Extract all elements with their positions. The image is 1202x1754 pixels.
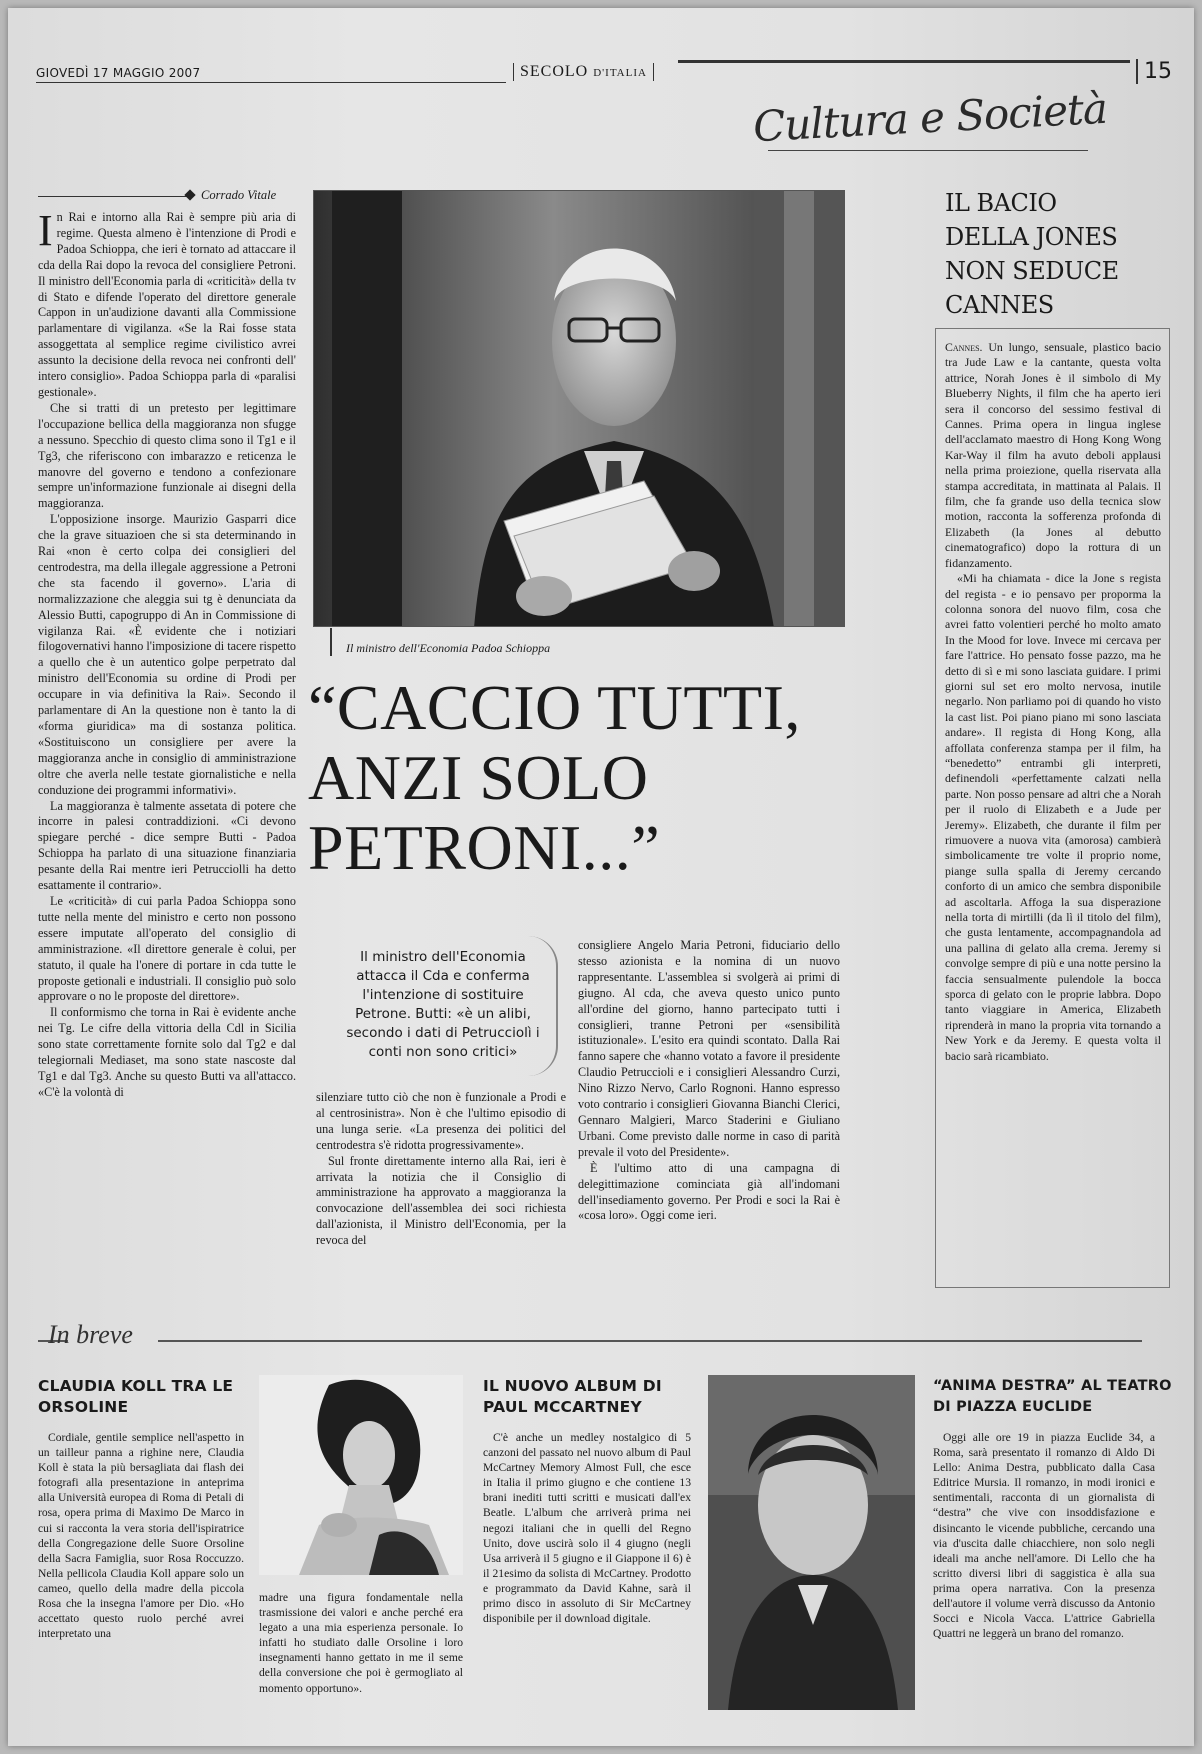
masthead-rule-left (36, 82, 506, 83)
brief-paragraph: C'è anche un medley nostalgico di 5 canzoni del passato nel nuovo album di Paul McCartney Memory Almost Full, che esce in Italia il primo giugno e che contiene 13 brani inediti tutti scritti e musicati dall'ex Beatle. L'album che arriverà prima nei negozi italiani che in quelli del Regno Unito, dove uscirà solo il 4 giugno (negli Usa arriverà il 5 giugno e il Giappone il 6) è il 21esimo da solista di McCartney. Prodotto e programmato da David Kahne, sarà il primo disco in assoluto di Sir McCartney disponibile per il download digitale. (483, 1431, 691, 1626)
newspaper-name (513, 63, 654, 81)
brief-text-koll (38, 1430, 244, 1730)
brief-title-koll: CLAUDIA KOLL TRA LE ORSOLINE (38, 1377, 234, 1416)
paragraph-text: n Rai e intorno alla Rai è sempre più aria di regime. Questa almeno è l'intenzione di Prodi e Padoa Schioppa, che ieri è tornato ad attaccare il cda della Rai dopo la revoca del consigliere Petroni. Il ministro dell'Economia parla di «criticità» della tv di Stato e difende l'operato del direttore generale Cappon in un'audizione davanti alla Commissione parlamentare di vigilanza. «Se la Rai fosse stata assoggettata al semplice regime civilistico avrei assunto la decisione della revoca nei confronti dell' intero consiglio». Padoa Schioppa parla di «paralisi gestionale». (38, 210, 296, 399)
breve-rule (158, 1340, 1142, 1342)
article-paragraph: È l'ultimo atto di una campagna di delegittimazione cominciata già all'indomani dell'insediamento governo. Per Prodi e soci la Rai è «cosa loro». Oggi come ieri. (578, 1160, 840, 1223)
paragraph-text: Un lungo, sensuale, plastico bacio tra Jude Law e la cantante, questa volta attrice, Norah Jones è il simbolo di My Blueberry Nights, il film che ha aperto ieri sera il concorso del sessimo festival di Cannes. Prima opera in lingua inglese dell'acclamato maestro di Hong Kong Wong Kar-Way il film ha avuto deboli applausi nella prima proiezione, quella riservata alla stampa accreditata, in mattinata al Palais. Il film, che fa grande uso della tecnica slow motion, racconta la sofferenza profonda di Elizabeth (la Jones al debutto cinematografico) dopo la rottura di un fidanzamento. (945, 340, 1161, 570)
caption-rule (330, 628, 332, 656)
article-paragraph: La maggioranza è talmente assetata di potere che incorre in palesi contraddizioni. «Ci devono spiegare perché - dice sempre Butti - Padoa Schioppa ha parlato di una situazione finanziaria pesante della Rai mentre ieri Petrucciolli ha detto esattamente il contrario». (38, 798, 296, 893)
article-paragraph: L'opposizione insorge. Maurizio Gasparri dice che la grave situazioen che si sta determinando in Rai «non è certo colpa dei consiglieri del centrodestra, ma della illegale aggressione a Petroni che sta facendo il governo». L'aria di normalizzazione che aleggia sui tg è denunciata da Alessio Butti, capogruppo di An in Commissione di vigilanza Rai. «È evidente che i notiziari filogovernativi hanno l'imposizione di tacere rispetto a quello che è un autentico golpe perpetrato dal ministro dell'Economia su ordine di Prodi per occupare in via definitiva la Rai». Secondo il parlamentare di An la questione non è tanto la di «forma giuridica» ma di sostanza politica. «Sostituiscono un consigliere per avere la maggioranza anche in consiglio di amministrazione oltre che averla nelle testate giornalistiche e nella conduzione dei programmi informativi». (38, 512, 296, 797)
article-paragraph: «Mi ha chiamata - dice la Jone s regista del regista - e io pensavo per proporma la colonna sonora del nuovo film, cosa che avrei fatto volentieri perché ho molto amato In the Mood for love. Invece mi cercava per fare l'attrice. Ho pensato fosse pazzo, ma he detto di sì e mi sono lasciata guidare. I primi giorni sul set ero molto nervosa, inutile negarlo. Non parliamo poi di quando ho visto la cast list. Poi piano piano mi sono lasciata andare». Il regista di Hong Kong, alla affollata conferenza stampa per il film, ha “benedetto” entrambi gli interpreti, definendoli «perfettamente calzati nella parte. Non posso pensare ad altri che a Norah per il ruolo di Elizabeth e a Jude per Jeremy». Elizabeth, che durante il film per rimuovere a nuova vita (amorosa) cambierà simbolicamente tre volte il proprio nome, piange sulla spalla di Jeremy cercando conforto di un amico che sembra disponibile ad ascoltarla. Affoga la sua disperazione nella torta di mirtilli (da lì il titolo del film), che gusta lentamente, accompagnandola ad una pallina di gelato alla crema. Jeremy si convolge sempre di più e una notte persino la faccia sensualmente pulendole la bocca sporca di gelato con le proprie labbra. Dopo tanto viaggiare in America, Elizabeth riprenderà in mano la propria vita tornando a New York e da Jeremy. E questa volta il bacio sarà ricambiato. (945, 571, 1161, 1063)
main-article-column-1 (38, 206, 296, 1101)
dateline: Cannes. (945, 340, 983, 354)
main-headline: “CACCIO TUTTI, ANZI SOLO PETRONI...” (308, 672, 801, 883)
man-portrait-illustration (708, 1375, 915, 1710)
man-with-papers-illustration (314, 191, 845, 627)
masthead-rule-right (678, 60, 1130, 63)
brief-text-mccartney (483, 1430, 691, 1626)
article-paragraph: Sul fronte direttamente interno alla Rai, ieri è arrivata la notizia che il Consiglio di amministrazione ha approvato a maggioranza la convocazione dell'assemblea dei soci richiesta dall'azionista, il Ministro dell'Economia, per la revoca del (316, 1153, 566, 1248)
main-article-column-3 (578, 938, 840, 1224)
article-paragraph: Il conformismo che torna in Rai è evidente anche nei Tg. Le cifre della vittoria della Cdl in Sicilia sono state correttamente fornite solo dal Tg2 e dal telegiornali Mediaset, ma sono state nascoste dal Tg1 e dal Tg3. Anche su questo Butti va all'attacco. «C'è la volontà di (38, 1005, 296, 1099)
in-breve-label: In breve (48, 1320, 133, 1349)
brief-title-mccartney: IL NUOVO ALBUM DI PAUL MCCARTNEY (483, 1377, 662, 1416)
main-article-column-2 (316, 1090, 566, 1249)
article-paragraph (945, 340, 1161, 571)
article-paragraph: Che si tratti di un pretesto per legittimare l'occupazione bellica della maggioranza non sfugge a nessuno. Specchio di questo clima sono il Tg1 e il Tg3, che riferiscono con imbarazzo e reticenza le manovre del governo e tendono a confezionare sempre un'informazione funzionale ai disegni della maggioranza. (38, 400, 296, 511)
photo-claudia-koll (259, 1375, 463, 1575)
newspaper-name-main: SECOLO (520, 63, 589, 80)
issue-date: GIOVEDÌ 17 MAGGIO 2007 (36, 66, 201, 80)
deck-bracket (528, 936, 558, 1076)
newspaper-page (8, 8, 1194, 1746)
section-title: Cultura e Società (751, 83, 1109, 152)
byline (38, 188, 298, 204)
article-paragraph: consigliere Angelo Maria Petroni, fiduciario dello stesso azionista e la nomina di un nuovo rappresentante. L'assemblea si svolgerà ai primi di giugno. Al cda, che aveva questo unico punto all'ordine del giorno, hanno partecipato tutti i consiglieri, tranne Petroni per «sensibilità istituzionale». L'esito era quindi scontato. Dalla Rai fanno sapere che «hanno votato a favore il presidente Claudio Petruccioli e i consiglieri Alessandro Curzi, Nino Rizzo Nervo, Carlo Rognoni. Hanno espresso voto contrario i consiglieri Giovanna Bianchi Clerici, Gennaro Malgieri, Marco Staderini e Giuliano Urbani. Come previsto dalle norme in caso di parità prevale il voto del Presidente». (578, 938, 840, 1159)
sidebar-column (945, 340, 1161, 1064)
article-paragraph: Le «criticità» di cui parla Padoa Schioppa sono tutte nella mente del ministro e certo non possono essere imputate all'operato del consiglio di amministrazione. «Il direttore generale è colui, per statuto, il quale ha l'onere di portare in cda tutte le proposte getionali e industriali. Il consiglio può solo approvare o no le proposte del direttore». (38, 893, 296, 1004)
brief-text-koll-continued: madre una figura fondamentale nella trasmissione dei valori e anche perché era legato a una mia esperienza personale. Io infatti ho studiato dalle Orsoline i loro insegnamenti hanno gettato in me il seme della conversione che poi è germogliato al momento opportuno». (259, 1591, 463, 1695)
diamond-icon (184, 189, 195, 200)
masthead (28, 56, 1178, 86)
article-deck: Il ministro dell'Economia attacca il Cda e conferma l'intenzione di sostituire Petrone. Butti: «è un alibi, secondo i dati di Petrucciolì i conti non sono critici» (346, 949, 540, 1060)
brief-paragraph: Cordiale, gentile semplice nell'aspetto in un tailleur panna a righine nere, Claudia Koll è stata la più bersagliata dai flash dei fotografi alla presentazione in anteprima alla Università europea di Roma di Petali di rosa, opera prima di Maximo De Marco in cui si racconta la vera storia dell'ispiratrice della Congregazione delle Suore Orsoline della Sacra Famiglia, suor Rosa Roccuzzo. Nella pellicola Claudia Koll appare solo un cameo, quello della madre della piccola Rosa che la insegna l'amore per Dio. «Ho accettato questo ruolo perché avrei interpretato una (38, 1431, 244, 1641)
page-number: 15 (1136, 59, 1172, 84)
newspaper-name-suffix: D'ITALIA (593, 67, 647, 79)
headline-line: IL BACIO (945, 189, 1057, 217)
section-underline (768, 150, 1088, 151)
photo-padoa-schioppa (313, 190, 845, 627)
sidebar-headline (945, 186, 1165, 322)
dropcap: I (38, 206, 53, 255)
brief-paragraph: Oggi alle ore 19 in piazza Euclide 34, a Roma, sarà presentato il romanzo di Aldo Di Lello: Anima Destra, pubblicato dalla Casa Editrice Mursia. Il romanzo, in modi ironici e sentimentali, racconta di un giornalista di “destra” che vive con insoddisfazione e disincanto le vicende pubbliche, cercando una via d'uscita dalle chiacchiere, non solo negli ideali ma anche nell'amore. Di Lello che ha scritto diversi libri di saggistica è alla sua prima opera narrativa. Con la presenza dell'autore il volume verrà discusso da Antonio Socci e Nicola Vacca. L'attrice Gabriella Quattri ne leggerà un brano del romanzo. (933, 1431, 1155, 1641)
article-paragraph (38, 206, 296, 401)
headline-line: CANNES (945, 291, 1054, 319)
author-name: Corrado Vitale (201, 188, 277, 202)
headline-line: DELLA JONES (945, 223, 1118, 251)
headline-line: NON SEDUCE (945, 257, 1119, 285)
woman-portrait-illustration (259, 1375, 463, 1575)
byline-rule (38, 196, 188, 197)
photo-paul-mccartney (708, 1375, 915, 1710)
brief-title-anima-destra: “ANIMA DESTRA” AL TEATRO DI PIAZZA EUCLIDE (933, 1378, 1172, 1415)
article-paragraph: silenziare tutto ciò che non è funzionale a Prodi e al centrosinistra». Non è che l'ultimo episodio di una lunga serie. «La presenza dei politici del centrodestra s'è ridotta progressivamente». (316, 1090, 566, 1152)
photo-caption: Il ministro dell'Economia Padoa Schioppa (346, 641, 551, 655)
brief-text-anima-destra (933, 1430, 1155, 1641)
